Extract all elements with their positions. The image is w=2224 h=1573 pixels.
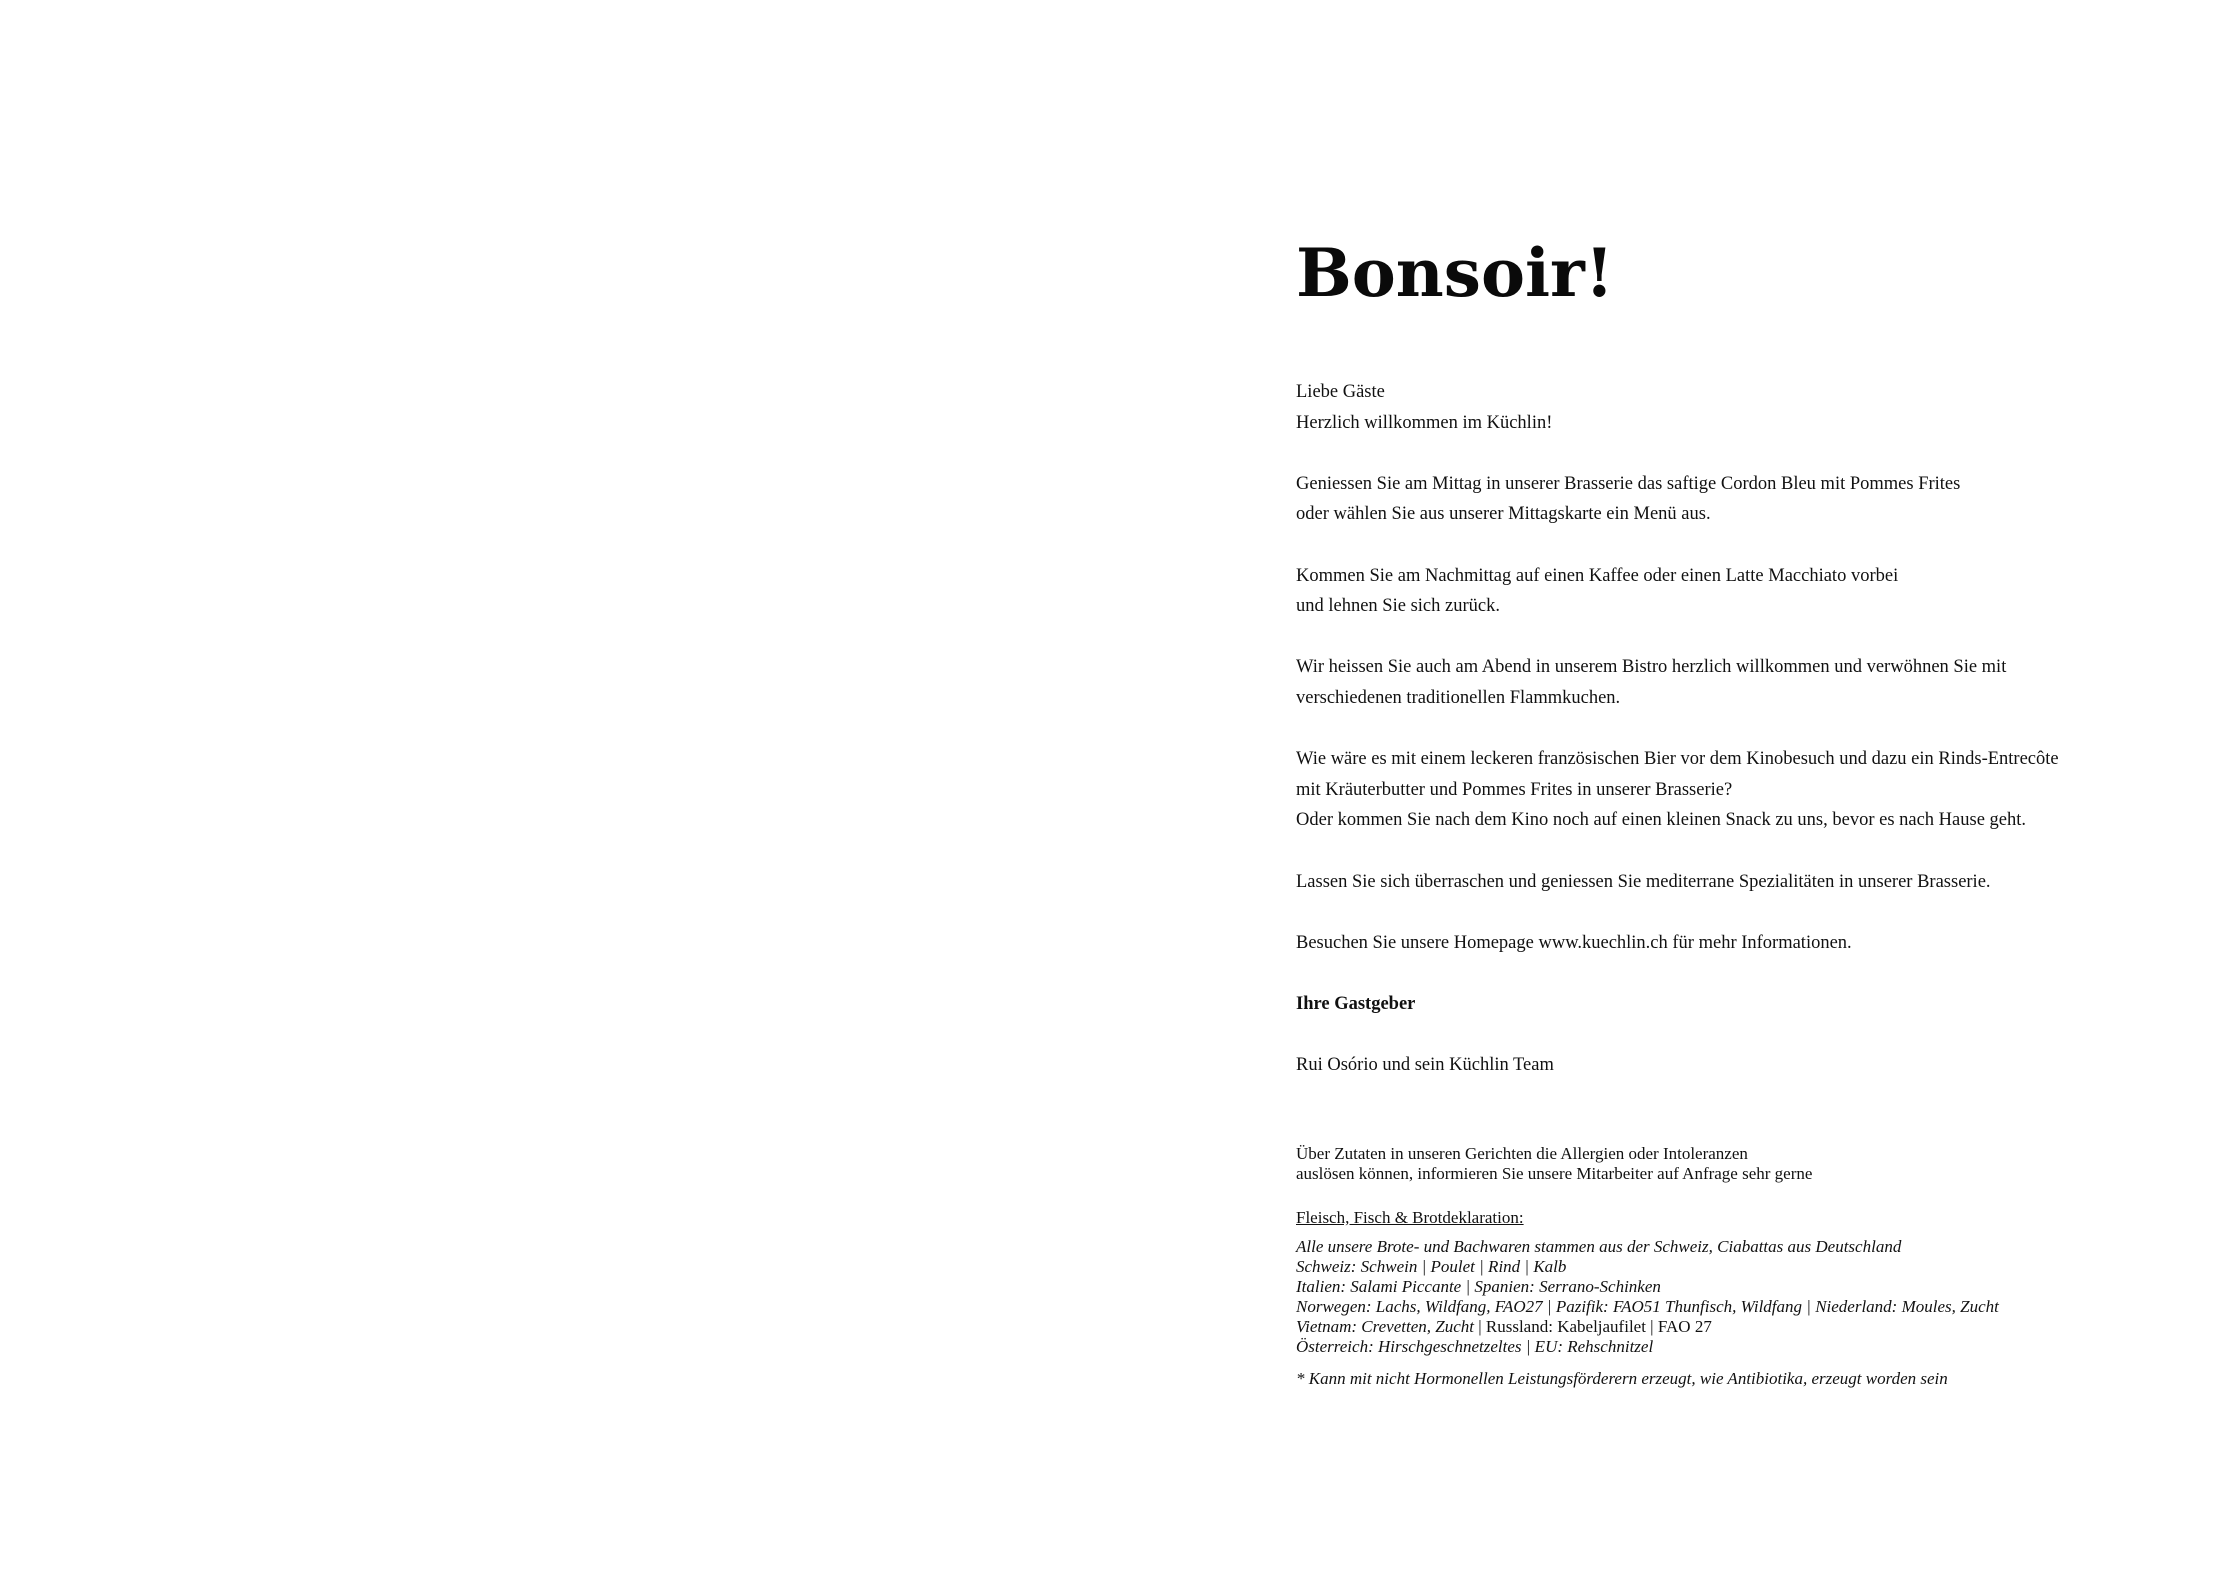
footnote: * Kann mit nicht Hormonellen Leistungsförderern erzeugt, wie Antibiotika, erzeugt worden sein xyxy=(1296,1369,1948,1388)
declaration-austria-eu: Österreich: Hirschgeschnetzeltes | EU: Rehschnitzel xyxy=(1296,1337,1654,1356)
afternoon-paragraph-line-1: Kommen Sie am Nachmittag auf einen Kaffee oder einen Latte Macchiato vorbei xyxy=(1296,565,1899,586)
mediterranean-paragraph: Lassen Sie sich überraschen und geniessen Sie mediterrane Spezialitäten in unserer Brasserie. xyxy=(1296,871,1991,892)
hosts-label: Ihre Gastgeber xyxy=(1296,993,1416,1014)
allergy-note-line-1: Über Zutaten in unseren Gerichten die Allergien oder Intoleranzen xyxy=(1296,1144,1748,1163)
homepage-paragraph: Besuchen Sie unsere Homepage www.kuechlin.ch für mehr Informationen. xyxy=(1296,932,1852,953)
lunch-paragraph-line-1: Geniessen Sie am Mittag in unserer Brasserie das saftige Cordon Bleu mit Pommes Frites xyxy=(1296,473,1961,494)
declaration-bread: Alle unsere Brote- und Bachwaren stammen aus der Schweiz, Ciabattas aus Deutschland xyxy=(1296,1237,1902,1256)
allergy-note-line-2: auslösen können, informieren Sie unsere Mitarbeiter auf Anfrage sehr gerne xyxy=(1296,1164,1813,1183)
page-title: Bonsoir! xyxy=(1296,234,1614,312)
declaration-vietnam: Vietnam: Crevetten, Zucht xyxy=(1296,1317,1474,1336)
hosts-names: Rui Osório und sein Küchlin Team xyxy=(1296,1055,1554,1076)
menu-right-page xyxy=(1296,0,2176,1573)
evening-paragraph-line-1: Wir heissen Sie auch am Abend in unserem Bistro herzlich willkommen und verwöhnen Sie mit xyxy=(1296,657,2007,678)
welcome-line: Herzlich willkommen im Küchlin! xyxy=(1296,412,1553,433)
welcome-text xyxy=(1296,377,2176,1081)
declaration-russia: | Russland: Kabeljaufilet | FAO 27 xyxy=(1473,1317,1712,1336)
cinema-paragraph-line-2: mit Kräuterbutter und Pommes Frites in unserer Brasserie? xyxy=(1296,779,1733,800)
lunch-paragraph-line-2: oder wählen Sie aus unserer Mittagskarte ein Menü aus. xyxy=(1296,504,1711,525)
declaration-vietnam-russia xyxy=(1296,1317,2176,1337)
allergy-and-declaration-notes xyxy=(1296,1144,2176,1389)
greeting-line: Liebe Gäste xyxy=(1296,382,1385,402)
cinema-paragraph-line-3: Oder kommen Sie nach dem Kino noch auf einen kleinen Snack zu uns, bevor es nach Hause geht. xyxy=(1296,810,2027,831)
declaration-heading: Fleisch, Fisch & Brotdeklaration: xyxy=(1296,1208,1524,1227)
evening-paragraph-line-2: verschiedenen traditionellen Flammkuchen. xyxy=(1296,687,1621,708)
afternoon-paragraph-line-2: und lehnen Sie sich zurück. xyxy=(1296,596,1500,617)
declaration-italy-spain: Italien: Salami Piccante | Spanien: Serrano-Schinken xyxy=(1296,1277,1661,1296)
declaration-norway-pacific: Norwegen: Lachs, Wildfang, FAO27 | Pazifik: FAO51 Thunfisch, Wildfang | Niederland: Moules, Zucht xyxy=(1296,1297,1999,1316)
declaration-switzerland: Schweiz: Schwein | Poulet | Rind | Kalb xyxy=(1296,1257,1567,1276)
cinema-paragraph-line-1: Wie wäre es mit einem leckeren französischen Bier vor dem Kinobesuch und dazu ein Rinds-Entrecôte xyxy=(1296,749,2059,770)
